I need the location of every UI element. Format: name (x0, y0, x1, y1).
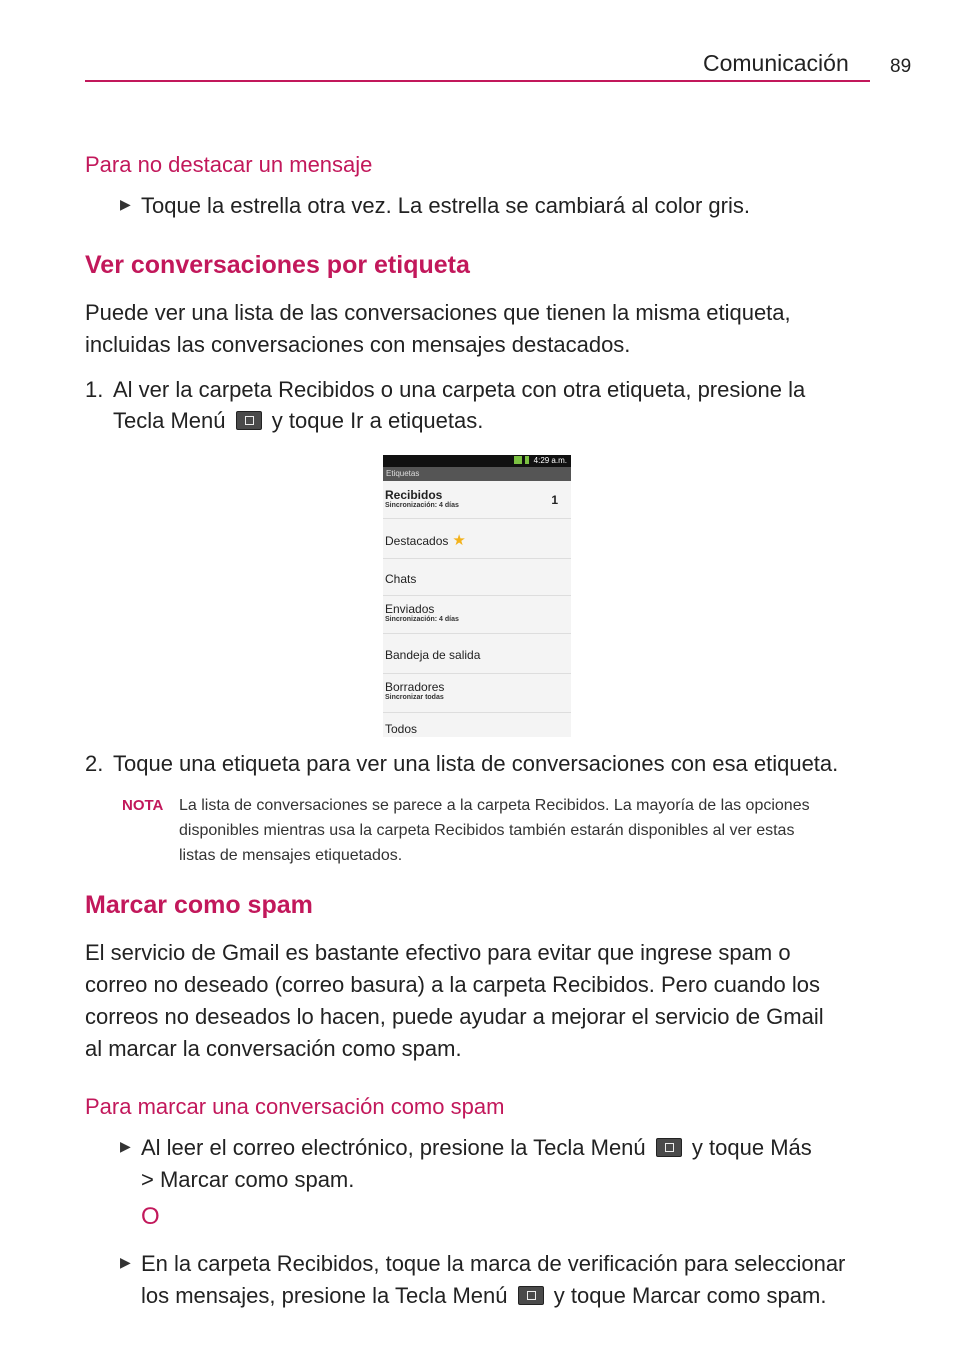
step-text: Toque una etiqueta para ver una lista de conversaciones con esa etiqueta. (113, 751, 839, 776)
label-row-starred: Destacados ★ (383, 519, 571, 559)
heading-label-view: Ver conversaciones por etiqueta (85, 251, 470, 279)
battery-icon (525, 456, 529, 464)
menu-key-label: Tecla Menú (394, 1283, 508, 1308)
bullet-arrow-icon: ▶ (120, 1254, 131, 1270)
action-more: Más (770, 1135, 812, 1160)
bullet-text-line2: los mensajes, presione la Tecla Menú y toque Marcar como spam. (141, 1283, 827, 1308)
subheading-mark-spam: Para marcar una conversación como spam (85, 1094, 505, 1119)
or-separator: O (141, 1203, 160, 1230)
step-end: . (477, 408, 484, 433)
paragraph-line: al marcar la conversación como spam. (85, 1036, 462, 1061)
bullet-text: Toque la estrella otra vez. La estrella se cambiará al color gris. (141, 193, 750, 218)
step-text-line2 (113, 405, 483, 437)
signal-icon (514, 456, 522, 464)
menu-key-icon (518, 1286, 544, 1305)
note-line: disponibles mientras usa la carpeta Recibidos también estarán disponibles al ver estas (179, 822, 795, 839)
action-mark-spam: Marcar como spam (159, 1167, 349, 1192)
bullet-arrow-icon: ▶ (120, 1138, 131, 1154)
paragraph-line: Puede ver una lista de las conversaciones que tienen la misma etiqueta, (85, 300, 791, 325)
menu-key-icon (656, 1138, 682, 1157)
bullet-arrow-icon: ▶ (120, 196, 131, 212)
phone-screenshot (383, 455, 571, 737)
note-tag: NOTA (122, 797, 164, 814)
bullet-text: Al leer el correo electrónico, presione la Tecla Menú y toque Más (141, 1135, 812, 1160)
heading-spam: Marcar como spam (85, 891, 313, 919)
header-divider (85, 80, 870, 82)
note-line: La lista de conversaciones se parece a la carpeta Recibidos. La mayoría de las opciones (179, 797, 810, 814)
star-icon: ★ (452, 532, 466, 549)
label-row-drafts: Borradores Sincronizar todas (383, 674, 571, 713)
paragraph-line: correo no deseado (correo basura) a la carpeta Recibidos. Pero cuando los (85, 972, 820, 997)
menu-key-icon (236, 411, 262, 430)
step-text: Al ver la carpeta Recibidos o una carpeta con otra etiqueta, presione la (113, 377, 806, 402)
label-row-sent: Enviados Sincronización: 4 días (383, 596, 571, 634)
paragraph-line: El servicio de Gmail es bastante efectivo para evitar que ingrese spam o (85, 940, 791, 965)
paragraph-line: incluidas las conversaciones con mensajes destacados. (85, 332, 631, 357)
bullet-text-line2: > Marcar como spam. (141, 1167, 355, 1192)
step-action: Ir a etiquetas (350, 408, 478, 433)
label-row-inbox: Recibidos Sincronización: 4 días 1 (383, 481, 571, 519)
menu-key-label: Tecla Menú (113, 408, 226, 433)
label-row-chats: Chats (383, 559, 571, 596)
status-time: 4:29 a.m. (533, 456, 567, 465)
bullet-text: En la carpeta Recibidos, toque la marca de verificación para seleccionar (141, 1251, 846, 1276)
note-line: listas de mensajes etiquetados. (179, 847, 403, 864)
step-mid-text: y toque (271, 408, 344, 433)
page-number: 89 (890, 56, 912, 77)
subheading-unstar: Para no destacar un mensaje (85, 152, 373, 177)
label-row-all: Todos (385, 722, 418, 736)
unread-count: 1 (551, 493, 558, 507)
phone-status-bar (383, 455, 571, 467)
phone-title-bar: Etiquetas (383, 467, 571, 481)
label-row-outbox: Bandeja de salida (383, 634, 571, 674)
step-number: 1. (85, 377, 104, 402)
step-number: 2. (85, 751, 104, 776)
paragraph-line: correos no deseados lo hacen, puede ayudar a mejorar el servicio de Gmail (85, 1004, 824, 1029)
action-mark-spam: Marcar como spam (632, 1283, 821, 1308)
menu-key-label: Tecla Menú (533, 1135, 646, 1160)
header-title: Comunicación (703, 50, 849, 76)
